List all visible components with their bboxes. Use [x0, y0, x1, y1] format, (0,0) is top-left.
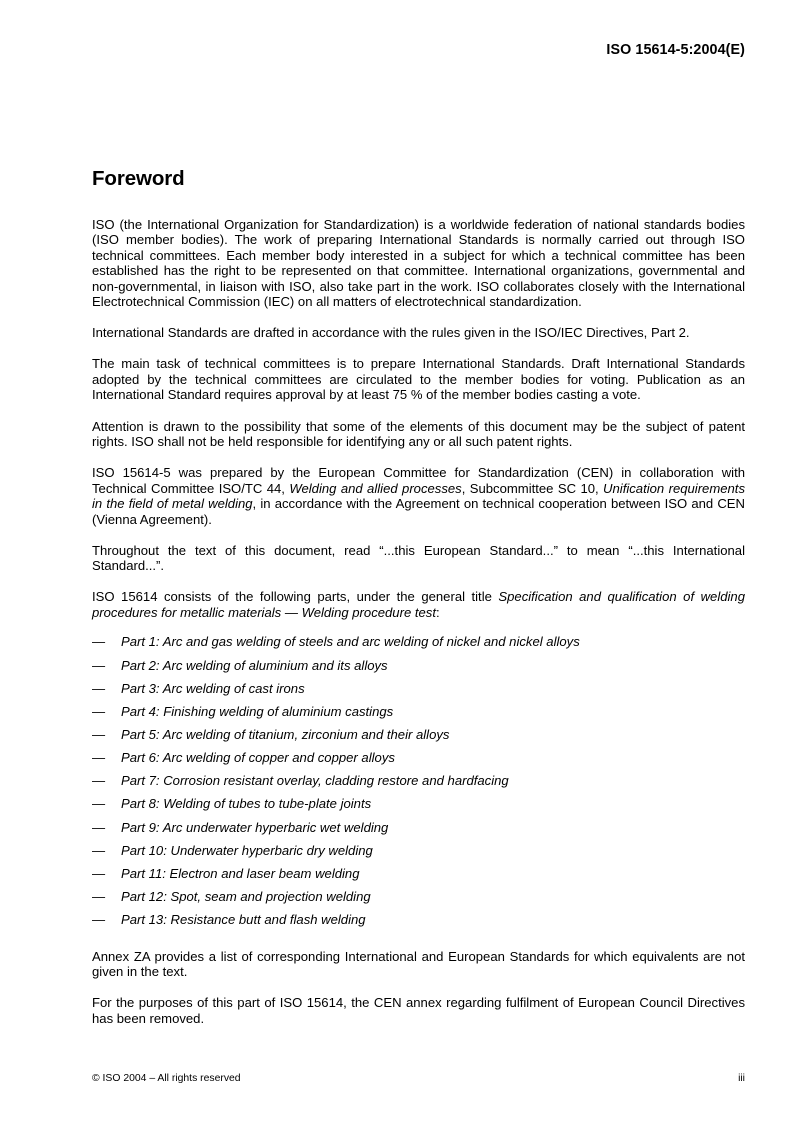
em-dash-marker-icon: — [92, 680, 106, 696]
em-dash-marker-icon: — [92, 842, 106, 858]
em-dash-marker-icon: — [92, 657, 106, 673]
list-item-label: Part 11: Electron and laser beam welding [121, 865, 360, 881]
list-item [92, 634, 745, 650]
list-item-label: Part 8: Welding of tubes to tube-plate joints [121, 796, 372, 812]
em-dash-marker-icon: — [92, 773, 106, 789]
committee-title-tc44: Welding and allied processes [289, 480, 462, 496]
paragraph-drafting-rules: International Standards are drafted in accordance with the rules given in the ISO/IEC Directives, Part 2. [92, 325, 690, 341]
list-item [92, 681, 745, 697]
list-item-label: Part 10: Underwater hyperbaric dry welding [121, 842, 373, 858]
list-item-label: Part 5: Arc welding of titanium, zirconium and their alloys [121, 727, 450, 743]
list-item-label: Part 6: Arc welding of copper and copper alloys [121, 750, 395, 766]
em-dash-marker-icon: — [92, 819, 106, 835]
list-item-label: Part 12: Spot, seam and projection welding [121, 889, 371, 905]
preparation-text-tail: , in accordance with the Agreement on technical cooperation between ISO and CEN (Vienna Agreement). [92, 496, 745, 527]
em-dash-marker-icon: — [92, 727, 106, 743]
paragraph-parts-intro [92, 589, 745, 620]
em-dash-marker-icon: — [92, 796, 106, 812]
paragraph-annex-za: Annex ZA provides a list of corresponding International and European Standards for which equivalents are not given in the text. [92, 948, 745, 980]
list-item-label: Part 3: Arc welding of cast irons [121, 680, 305, 696]
paragraph-preparation-credit [92, 465, 745, 527]
list-item [92, 796, 745, 812]
preparation-text-mid: , Subcommittee SC 10, [461, 480, 604, 496]
list-item-label: Part 1: Arc and gas welding of steels and arc welding of nickel and nickel alloys [121, 634, 580, 650]
copyright-notice: © ISO 2004 – All rights reserved [92, 1073, 241, 1084]
parts-list [92, 634, 745, 927]
page-footer [92, 1073, 745, 1084]
list-item [92, 912, 745, 928]
list-item [92, 750, 745, 766]
parts-intro-lead: ISO 15614 consists of the following parts, under the general title [92, 589, 499, 605]
list-item [92, 773, 745, 789]
list-item [92, 820, 745, 836]
page-number: iii [738, 1073, 745, 1084]
preparation-text-lead: ISO 15614-5 was prepared by the European Committee for Standardization (CEN) in collaboration with Technical Committee ISO/TC 44, [92, 465, 745, 496]
paragraph-iso-definition: ISO (the International Organization for Standardization) is a worldwide federation of national standards bodies (ISO member bodies). The work of preparing International Standards is normally carried out through ISO technical committees. Each member body interested in a subject for which a technical committee has been established has the right to be represented on that committee. International organizations, governmental and non-governmental, in liaison with ISO, also take part in the work. ISO collaborates closely with the International Electrotechnical Commission (IEC) on all matters of electrotechnical standardization. [92, 216, 745, 310]
list-item-label: Part 4: Finishing welding of aluminium castings [121, 703, 394, 719]
list-item-label: Part 7: Corrosion resistant overlay, cladding restore and hardfacing [121, 773, 509, 789]
paragraph-main-task: The main task of technical committees is to prepare International Standards. Draft International Standards adopted by the technical committees are circulated to the member bodies for voting. Publication as an International Standard requires approval by at least 75 % of the member bodies casting a vote. [92, 356, 745, 403]
paragraph-reading-convention: Throughout the text of this document, read “...this European Standard...” to mean “...this International Standard...”. [92, 542, 745, 574]
list-item [92, 704, 745, 720]
general-title: Specification and qualification of welding procedures for metallic materials — Welding procedure test [92, 589, 745, 620]
page-title: Foreword [92, 167, 185, 190]
em-dash-marker-icon: — [92, 703, 106, 719]
parts-intro-colon: : [435, 604, 440, 620]
list-item-label: Part 9: Arc underwater hyperbaric wet welding [121, 819, 389, 835]
subcommittee-title-sc10: Unification requirements in the field of metal welding [92, 480, 745, 512]
running-header-standard-ref: ISO 15614-5:2004(E) [606, 42, 745, 58]
spacer [92, 942, 745, 949]
page-content [92, 168, 745, 1042]
list-item [92, 843, 745, 859]
list-item [92, 658, 745, 674]
list-item [92, 727, 745, 743]
em-dash-marker-icon: — [92, 865, 106, 881]
list-item-label: Part 13: Resistance butt and flash welding [121, 912, 366, 928]
em-dash-marker-icon: — [92, 889, 106, 905]
em-dash-marker-icon: — [92, 750, 106, 766]
list-item [92, 889, 745, 905]
list-item [92, 866, 745, 882]
list-item-label: Part 2: Arc welding of aluminium and its alloys [121, 657, 388, 673]
paragraph-patent-rights: Attention is drawn to the possibility that some of the elements of this document may be the subject of patent rights. ISO shall not be held responsible for identifying any or all such patent rights. [92, 418, 745, 450]
em-dash-marker-icon: — [92, 912, 106, 928]
paragraph-cen-annex-removed: For the purposes of this part of ISO 15614, the CEN annex regarding fulfilment of European Council Directives has been removed. [92, 995, 745, 1026]
em-dash-marker-icon: — [92, 634, 106, 650]
